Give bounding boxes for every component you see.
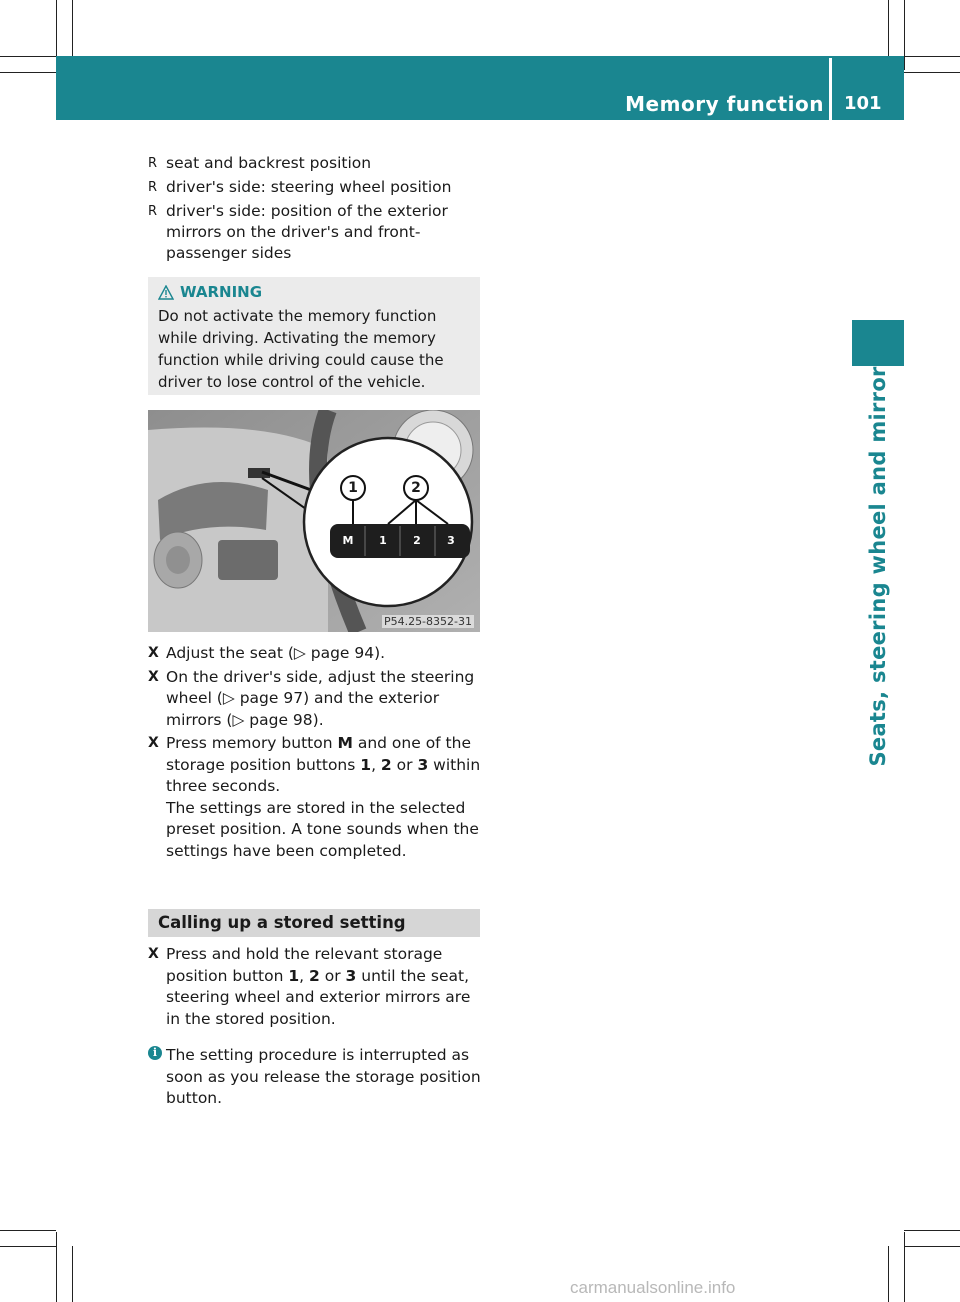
storage-button-1: 1 [379,534,387,547]
info-text: The setting procedure is interrupted as soon as you release the storage position button. [166,1046,481,1107]
info-note [148,1045,482,1110]
list-item-text: driver's side: steering wheel position [166,178,452,196]
intro-bullet-list [148,153,482,264]
crop-mark [888,0,889,56]
section-steps [148,944,482,1032]
crop-mark [72,1246,73,1302]
warning-heading [158,281,470,303]
bullet-icon: R [148,180,158,195]
bullet-icon: R [148,204,158,219]
memory-button-m: M [342,534,354,547]
callout-1: 1 [348,480,358,496]
bullet-icon: R [148,156,158,171]
crop-mark [56,1232,57,1302]
step-item [148,643,482,665]
step-marker-icon: X [148,645,159,661]
instruction-steps [148,643,482,864]
info-icon: i [148,1046,162,1060]
crop-mark [888,1246,889,1302]
step-text: Press memory button M and one of the storage position buttons 1, 2 or 3 within three seconds. [166,734,481,795]
step-item [148,733,482,862]
crop-mark [904,0,905,70]
chapter-label: Seats, steering wheel and mirrors [866,353,890,767]
page-title: Memory function [625,92,824,116]
figure-code: P54.25-8352-31 [383,615,472,628]
warning-text: Do not activate the memory function while driving. Activating the memory function while driving could cause the driver to lose control of the vehicle. [158,307,444,391]
memory-button-detail [148,410,480,632]
step-text: On the driver's side, adjust the steering wheel (▷ page 97) and the exterior mirrors (▷ page 98). [166,667,475,729]
warning-triangle-icon [158,285,174,300]
crop-mark [904,1246,960,1247]
step-marker-icon: X [148,668,159,685]
storage-button-3: 3 [447,534,455,547]
crop-mark [904,72,960,73]
list-item [148,153,482,174]
header-divider [829,58,832,120]
warning-label: WARNING [180,283,263,301]
step-text: Adjust the seat (▷ page 94). [166,644,386,662]
crop-mark [0,56,56,57]
list-item-text: seat and backrest position [166,154,372,172]
crop-mark [0,1246,56,1247]
step-result: The settings are stored in the selected preset position. A tone sounds when the settings have been completed. [166,798,479,860]
crop-mark [0,1230,56,1231]
storage-button-2: 2 [413,534,421,547]
crop-mark [0,72,56,73]
section-heading: Calling up a stored setting [148,909,480,937]
list-item [148,177,482,198]
memory-buttons-figure [148,410,480,632]
step-item [148,667,482,732]
list-item-text: driver's side: position of the exterior mirrors on the driver's and front-passenger sides [166,202,448,262]
callout-2: 2 [411,480,421,496]
step-text: Press and hold the relevant storage position button 1, 2 or 3 until the seat, steering wheel and exterior mirrors are in the stored position. [166,945,471,1028]
crop-mark [904,1232,905,1302]
list-item [148,201,482,264]
crop-mark [904,1230,960,1231]
step-marker-icon: X [148,735,159,751]
step-item [148,944,482,1030]
page-number: 101 [844,93,882,114]
crop-mark [904,56,960,57]
step-marker-icon: X [148,946,159,962]
warning-box [148,277,480,395]
crop-mark [72,0,73,56]
watermark: carmanualsonline.info [570,1278,736,1297]
